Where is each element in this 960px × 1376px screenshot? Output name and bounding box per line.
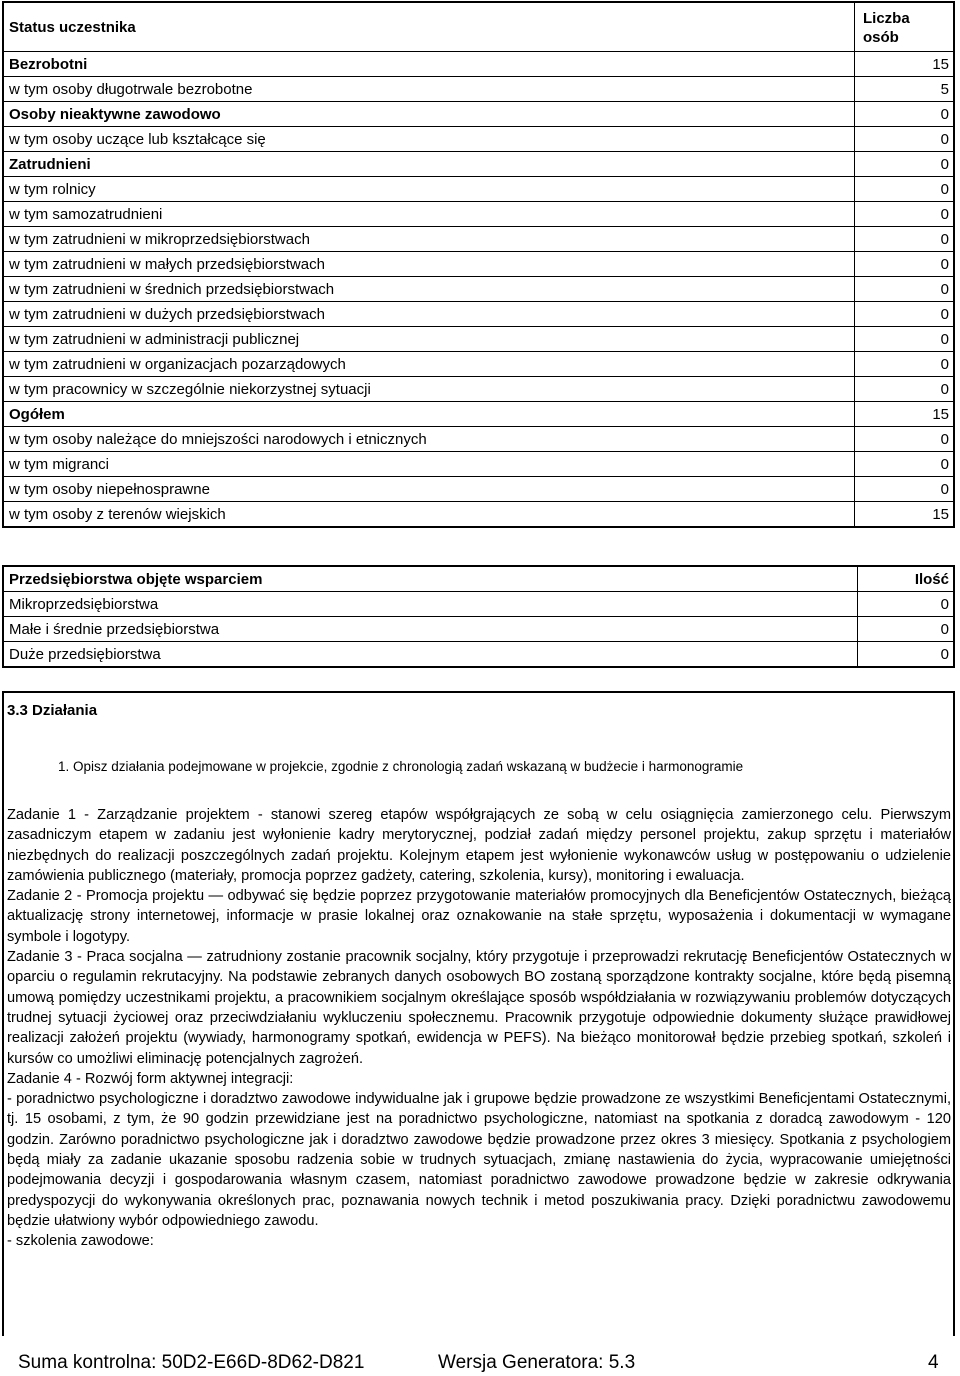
row-label: w tym pracownicy w szczególnie niekorzystnej sytuacji bbox=[3, 377, 855, 402]
row-value: 0 bbox=[855, 427, 955, 452]
row-label: w tym osoby długotrwale bezrobotne bbox=[3, 77, 855, 102]
table-row bbox=[3, 302, 954, 327]
table-row bbox=[3, 477, 954, 502]
row-value: 0 bbox=[855, 377, 955, 402]
row-label: w tym zatrudnieni w małych przedsiębiorstwach bbox=[3, 252, 855, 277]
row-value: 5 bbox=[855, 77, 955, 102]
row-value: 0 bbox=[858, 592, 955, 617]
table-row bbox=[3, 227, 954, 252]
footer-generator: Wersja Generatora: 5.3 bbox=[438, 1352, 636, 1373]
row-label: Małe i średnie przedsiębiorstwa bbox=[3, 617, 858, 642]
row-label: w tym zatrudnieni w administracji publicznej bbox=[3, 327, 855, 352]
row-value: 0 bbox=[855, 177, 955, 202]
table-row bbox=[3, 592, 954, 617]
row-label: w tym zatrudnieni w dużych przedsiębiorstwach bbox=[3, 302, 855, 327]
row-label: w tym osoby należące do mniejszości narodowych i etnicznych bbox=[3, 427, 855, 452]
table-row bbox=[3, 377, 954, 402]
enterprises-header-count: Ilość bbox=[858, 566, 955, 592]
table-row bbox=[3, 617, 954, 642]
table-row bbox=[3, 402, 954, 427]
table-row bbox=[3, 177, 954, 202]
paragraph: Zadanie 1 - Zarządzanie projektem - stanowi szereg etapów współgrających ze sobą w celu osiągnięcia zamierzonego celu. Pierwszym zasadniczym etapem w zadaniu jest wyłonienie kadry merytorycznej, podział zadań między personel projektu, zakup sprzętu i materiałów niezbędnych do realizacji poszczególnych zadań projektu. Kolejnym etapem jest wyłonienie wykonawców usług w postępowaniu o udzielenie zamówienia publicznego (materiały, promocja poprzez gadżety, catering, szkolenia, kursy), monitoring i ewaluacja. bbox=[7, 807, 951, 884]
row-value: 15 bbox=[855, 402, 955, 427]
paragraph: - poradnictwo psychologiczne i doradztwo zawodowe indywidualne jak i grupowe będzie prowadzone ze wszystkimi Beneficjentami Ostatecznymi, tj. 15 osobami, z tym, że 90 godzin przewidziane jest na poradnictwo psychologiczne, natomiast na spotkania z doradcą zawodowym - 120 godzin. Zarówno poradnictwo psychologiczne jak i doradztwo zawodowe będzie prowadzone przez okres 3 miesięcy. Spotkania z psychologiem będą miały za zadanie ukazanie sposobu radzenia sobie w trudnych sytuacjach, zmianę nastawienia do życia, wypracowanie umiejętności podejmowania decyzji i gospodarowania własnym czasem, natomiast poradnictwo zawodowe prowadzone będzie w zakresie odkrywania predyspozycji do wykonywania określonych prac, poznawania nowych technik i metod poszukiwania pracy. Dzięki poradnictwu zawodowemu będzie ułatwiony wybór odpowiedniego zawodu. bbox=[7, 1091, 951, 1229]
row-value: 0 bbox=[855, 127, 955, 152]
table-row bbox=[3, 427, 954, 452]
table-row bbox=[3, 352, 954, 377]
enterprises-header-label: Przedsiębiorstwa objęte wsparciem bbox=[3, 566, 858, 592]
table-row bbox=[3, 277, 954, 302]
table-row bbox=[3, 642, 954, 668]
enterprises-table bbox=[2, 565, 955, 668]
row-value: 0 bbox=[855, 277, 955, 302]
table-row bbox=[3, 452, 954, 477]
row-value: 0 bbox=[855, 352, 955, 377]
row-label: Ogółem bbox=[3, 402, 855, 427]
paragraph: Zadanie 4 - Rozwój form aktywnej integracji: bbox=[7, 1070, 294, 1087]
row-value: 0 bbox=[855, 477, 955, 502]
row-label: w tym migranci bbox=[3, 452, 855, 477]
table-row bbox=[3, 127, 954, 152]
row-value: 0 bbox=[855, 452, 955, 477]
table-row bbox=[3, 152, 954, 177]
row-value: 0 bbox=[858, 642, 955, 668]
paragraph: - szkolenia zawodowe: bbox=[7, 1233, 154, 1250]
participants-header-row bbox=[3, 2, 954, 52]
row-label: w tym zatrudnieni w średnich przedsiębiorstwach bbox=[3, 277, 855, 302]
enterprises-header-row bbox=[3, 566, 954, 592]
footer-checksum: Suma kontrolna: 50D2-E66D-8D62-D821 bbox=[18, 1352, 365, 1373]
header-count: Liczba osób bbox=[855, 2, 955, 52]
row-label: w tym rolnicy bbox=[3, 177, 855, 202]
section-body bbox=[7, 805, 951, 1252]
paragraph: Zadanie 2 - Promocja projektu ― odbywać się będzie poprzez przygotowanie materiałów promocyjnych dla Beneficjentów Ostatecznych, bieżącą aktualizację strony internetowej, informacje w prasie lokalnej oraz oznakowanie na stałe sprzętu, wyposażenia i dokumentacji w wymagane symbole i logotypy. bbox=[7, 888, 951, 945]
row-value: 0 bbox=[855, 152, 955, 177]
table-row bbox=[3, 327, 954, 352]
row-label: Bezrobotni bbox=[3, 52, 855, 77]
row-label: Duże przedsiębiorstwa bbox=[3, 642, 858, 668]
footer-page-number: 4 bbox=[928, 1352, 939, 1373]
row-value: 0 bbox=[855, 102, 955, 127]
row-label: w tym zatrudnieni w mikroprzedsiębiorstwach bbox=[3, 227, 855, 252]
row-label: w tym osoby uczące lub kształcące się bbox=[3, 127, 855, 152]
row-value: 0 bbox=[855, 252, 955, 277]
header-status: Status uczestnika bbox=[3, 2, 855, 52]
section-title: 3.3 Działania bbox=[7, 702, 98, 719]
section-question: 1. Opisz działania podejmowane w projekcie, zgodnie z chronologią zadań wskazaną w budżecie i harmonogramie bbox=[58, 759, 744, 774]
row-value: 0 bbox=[855, 202, 955, 227]
table-row bbox=[3, 202, 954, 227]
table-row bbox=[3, 52, 954, 77]
row-label: w tym osoby niepełnosprawne bbox=[3, 477, 855, 502]
row-label: Zatrudnieni bbox=[3, 152, 855, 177]
row-label: w tym osoby z terenów wiejskich bbox=[3, 502, 855, 528]
participants-table bbox=[2, 1, 955, 528]
row-value: 0 bbox=[855, 227, 955, 252]
row-label: Mikroprzedsiębiorstwa bbox=[3, 592, 858, 617]
row-value: 0 bbox=[855, 327, 955, 352]
row-value: 0 bbox=[858, 617, 955, 642]
row-value: 0 bbox=[855, 302, 955, 327]
table-row bbox=[3, 77, 954, 102]
table-row bbox=[3, 252, 954, 277]
row-label: w tym samozatrudnieni bbox=[3, 202, 855, 227]
row-label: w tym zatrudnieni w organizacjach pozarządowych bbox=[3, 352, 855, 377]
row-label: Osoby nieaktywne zawodowo bbox=[3, 102, 855, 127]
paragraph: Zadanie 3 - Praca socjalna ― zatrudniony zostanie pracownik socjalny, który przygotuje i przeprowadzi rekrutację Beneficjentów Ostatecznych w oparciu o regulamin rekrutacyjny. Na podstawie zebranych danych osobowych BO zostaną sporządzone kontrakty socjalne, które będą pisemną umową pomiędzy uczestnikami projektu, a pracownikiem socjalnym określające sposób współdziałania w rozwiązywaniu problemów dotyczących trudnej sytuacji życiowej oraz przeciwdziałaniu wykluczeniu społecznemu. Pracownik przygotuje odpowiednie dokumenty służące prawidłowej realizacji założeń projektu (wywiady, harmonogramy spotkań, ewidencja w PEFS). Na bieżąco monitorował będzie przebieg spotkań, szkoleń i kursów co umożliwi eliminację potencjalnych zagrożeń. bbox=[7, 949, 951, 1067]
table-row bbox=[3, 502, 954, 528]
row-value: 15 bbox=[855, 52, 955, 77]
row-value: 15 bbox=[855, 502, 955, 528]
table-row bbox=[3, 102, 954, 127]
